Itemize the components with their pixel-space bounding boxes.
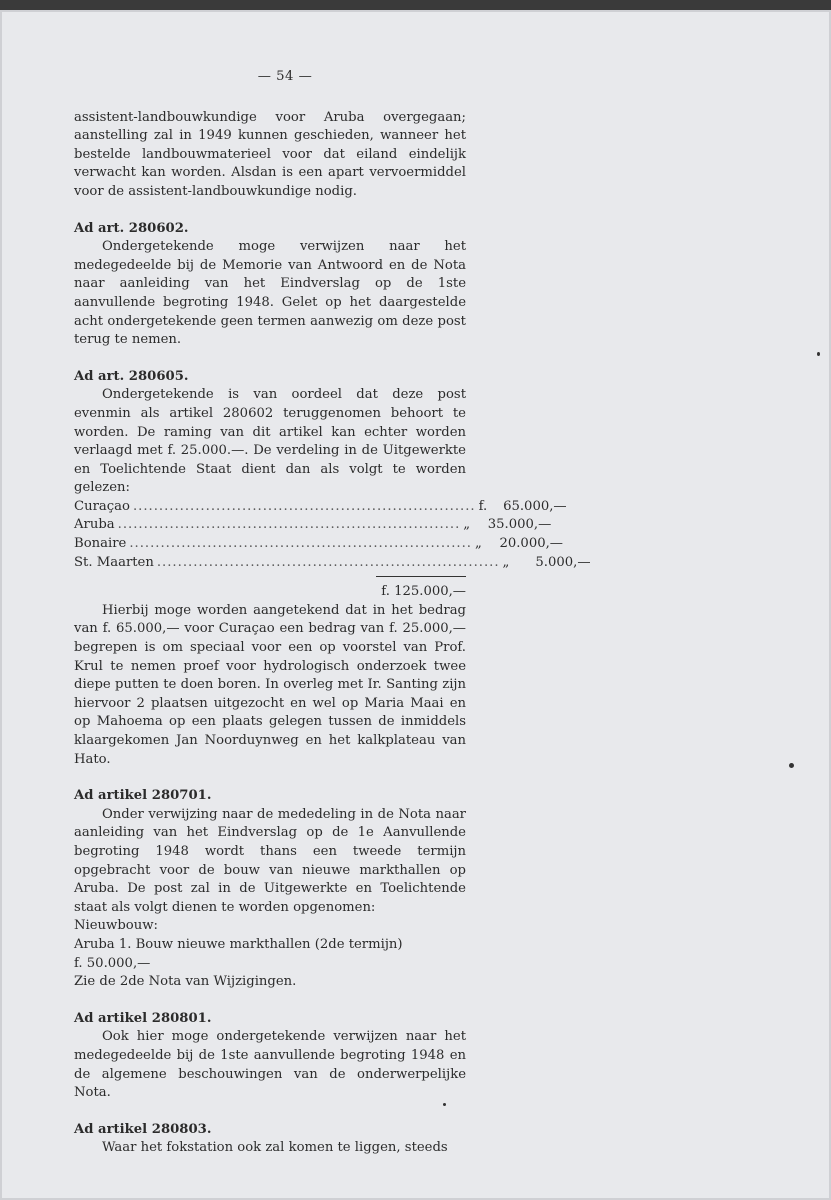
table-row <box>74 554 591 573</box>
intro-paragraph: assistent-landbouwkundige voor Aruba overgegaan; aanstelling zal in 1949 kunnen geschieden, wanneer het bestelde landbouwmaterieel voor dat eiland eindelijk verwacht kan worden. Alsdan is een apart vervoermiddel voor de assistent-landbouwkundige nodig. <box>74 109 466 199</box>
paper-speck <box>443 1103 446 1106</box>
leader-dots: .................................................................. <box>129 536 472 552</box>
row-name: Aruba <box>74 517 115 533</box>
section-body-280605: Ondergetekende is van oordeel dat deze post evenmin als artikel 280602 teruggenomen behoort te worden. De raming van dit artikel kan echter worden verlaagd met f. 25.000.—. De verdeling in de Uitgewerkte en Toelichtende Staat dient dan als volgt te worden gelezen: <box>74 387 466 496</box>
paper-speck <box>817 352 820 356</box>
table-row <box>74 516 552 535</box>
table-total: f. 125.000,— <box>381 584 466 600</box>
row-name: Curaçao <box>74 498 130 514</box>
row-currency: f. <box>478 498 488 514</box>
table-row <box>74 498 567 517</box>
distribution-table <box>74 498 591 602</box>
page-text <box>74 68 591 1158</box>
leader-dots: .................................................................. <box>117 517 461 533</box>
row-amount: 20.000,— <box>499 536 563 552</box>
section-heading-280605: Ad art. 280605. <box>74 368 189 384</box>
section-line: Nieuwbouw: <box>74 918 158 934</box>
leader-dots: .................................................................. <box>156 554 500 570</box>
row-currency: „ <box>502 554 510 570</box>
section-line: f. 50.000,— <box>74 955 151 971</box>
row-name: Bonaire <box>74 536 127 552</box>
section-body-280602: Ondergetekende moge verwijzen naar het medegedeelde bij de Memorie van Antwoord en de Nota naar aanleiding van het Eindverslag op de 1ste aanvullende begroting 1948. Gelet op het daargestelde acht ondergetekende geen termen aanwezig om deze post terug te nemen. <box>74 239 466 348</box>
leader-dots: .................................................................. <box>132 498 476 514</box>
row-name: St. Maarten <box>74 554 154 570</box>
section-line: Aruba 1. Bouw nieuwe markthallen (2de termijn) <box>74 936 403 952</box>
section-line: Zie de 2de Nota van Wijzigingen. <box>74 974 297 990</box>
section-body-280701: Onder verwijzing naar de mededeling in de Nota naar aanleiding van het Eindverslag op de 1e Aanvullende begroting 1948 wordt thans een tweede termijn opgebracht voor de bouw van nieuwe markthallen op Aruba. De post zal in de Uitgewerkte en Toelichtende staat als volgt dienen te worden opgenomen: <box>74 806 466 915</box>
section-body-280801: Ook hier moge ondergetekende verwijzen naar het medegedeelde bij de 1ste aanvullende begroting 1948 en de algemene beschouwingen van de onderwerpelijke Nota. <box>74 1029 466 1101</box>
sum-rule <box>376 576 466 577</box>
row-currency: „ <box>474 536 482 552</box>
row-amount: 35.000,— <box>487 517 552 533</box>
section-after-280605: Hierbij moge worden aangetekend dat in het bedrag van f. 65.000,— voor Curaçao een bedrag van f. 25.000,— begrepen is om speciaal voor een op voorstel van Prof. Krul te nemen proef voor hydrologisch onderzoek twee diepe putten te doen boren. In overleg met Ir. Santing zijn hiervoor 2 plaatsen uitgezocht en wel op Maria Maai en op Mahoema op een plaats gelegen tussen de inmiddels klaargekomen Jan Noorduynweg en het kalkplateau van Hato. <box>74 602 466 767</box>
document-page <box>0 10 831 1200</box>
row-amount: 5.000,— <box>535 554 591 570</box>
table-row <box>74 535 563 554</box>
section-heading-280701: Ad artikel 280701. <box>74 788 212 804</box>
section-body-280803: Waar het fokstation ook zal komen te liggen, steeds <box>102 1140 448 1156</box>
section-heading-280801: Ad artikel 280801. <box>74 1010 212 1026</box>
paper-speck <box>789 763 794 768</box>
page-number: — 54 — <box>257 69 313 84</box>
section-heading-280803: Ad artikel 280803. <box>74 1121 212 1137</box>
row-currency: „ <box>463 517 471 533</box>
row-amount: 65.000,— <box>503 498 567 514</box>
section-heading-280602: Ad art. 280602. <box>74 220 189 236</box>
